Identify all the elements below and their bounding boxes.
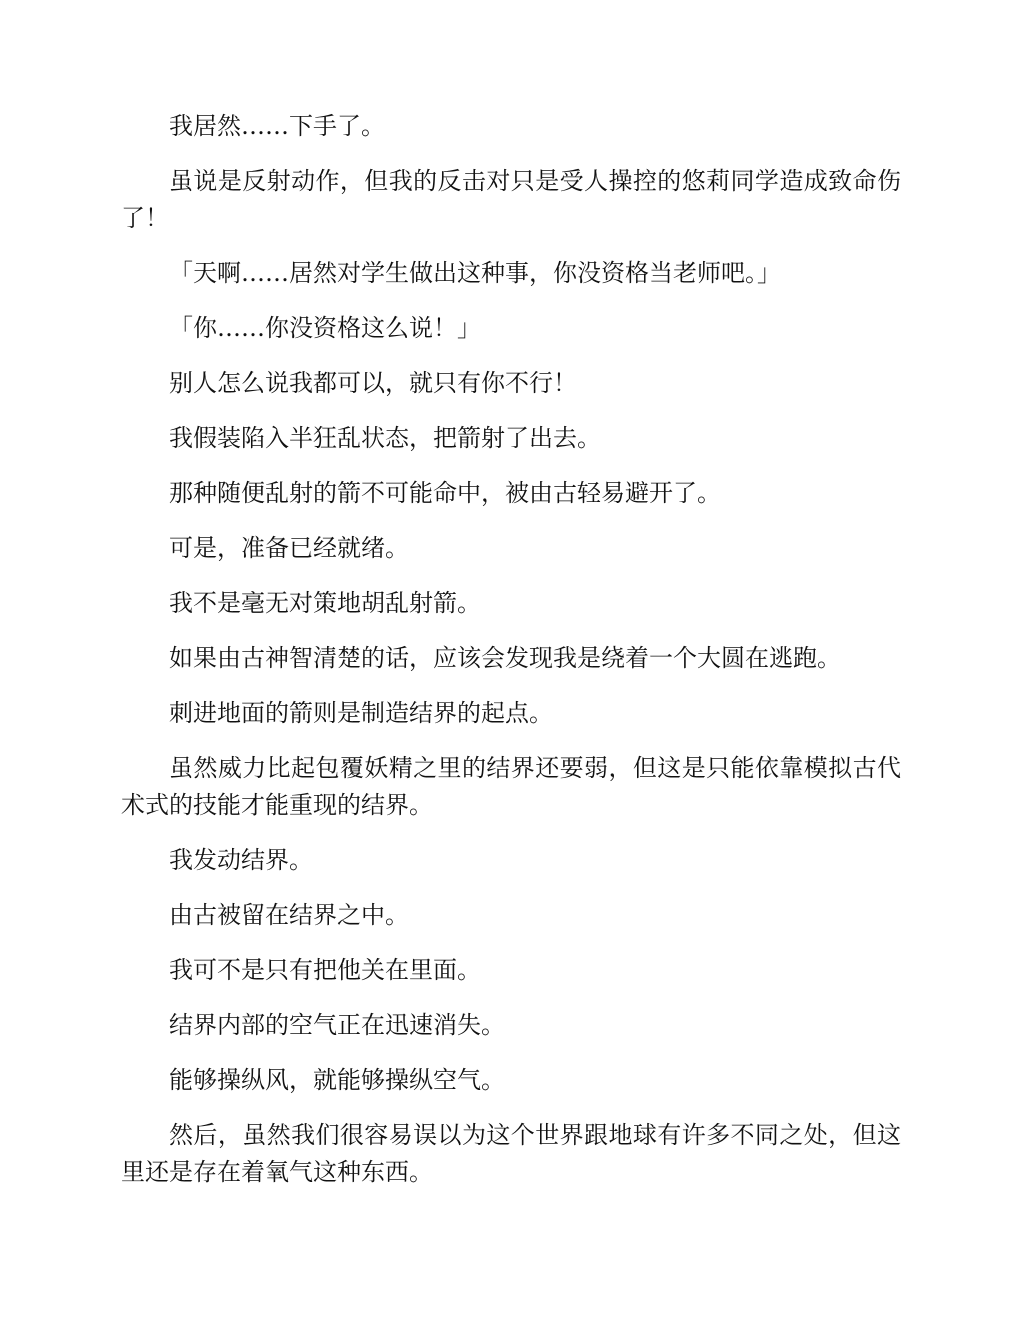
paragraph-18: 然后，虽然我们很容易误以为这个世界跟地球有许多不同之处，但这里还是存在着氧气这种东西。 <box>121 1121 901 1186</box>
paragraph-3: 「天啊……居然对学生做出这种事，你没资格当老师吧。」 <box>169 259 781 287</box>
paragraph-13: 我发动结界。 <box>169 846 313 874</box>
paragraph-10: 如果由古神智清楚的话，应该会发现我是绕着一个大圆在逃跑。 <box>169 644 841 672</box>
paragraph-2: 虽说是反射动作，但我的反击对只是受人操控的悠莉同学造成致命伤了！ <box>121 167 901 232</box>
paragraph-11: 刺进地面的箭则是制造结界的起点。 <box>169 699 553 727</box>
paragraph-1: 我居然……下手了。 <box>169 112 385 140</box>
paragraph-12: 虽然威力比起包覆妖精之里的结界还要弱，但这是只能依靠模拟古代术式的技能才能重现的结界。 <box>121 754 901 819</box>
paragraph-14: 由古被留在结界之中。 <box>169 901 409 929</box>
document-page <box>121 108 901 1209</box>
paragraph-8: 可是，准备已经就绪。 <box>169 534 409 562</box>
paragraph-6: 我假装陷入半狂乱状态，把箭射了出去。 <box>169 424 601 452</box>
paragraph-15: 我可不是只有把他关在里面。 <box>169 956 481 984</box>
paragraph-5: 别人怎么说我都可以，就只有你不行！ <box>169 369 577 397</box>
paragraph-4: 「你……你没资格这么说！」 <box>169 314 481 342</box>
paragraph-17: 能够操纵风，就能够操纵空气。 <box>169 1066 505 1094</box>
paragraph-9: 我不是毫无对策地胡乱射箭。 <box>169 589 481 617</box>
paragraph-7: 那种随便乱射的箭不可能命中，被由古轻易避开了。 <box>169 479 721 507</box>
paragraph-16: 结界内部的空气正在迅速消失。 <box>169 1011 505 1039</box>
